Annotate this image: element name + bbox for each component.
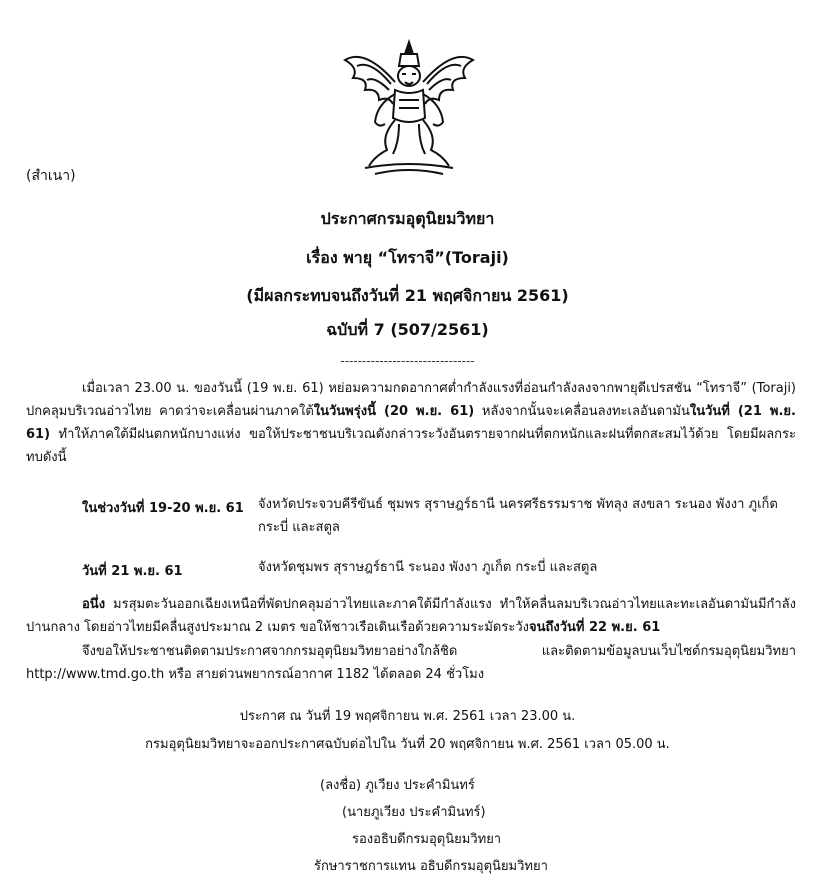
announcement-date: ประกาศ ณ วันที่ 19 พฤศจิกายน พ.ศ. 2561 เวลา 23.00 น. bbox=[239, 709, 576, 724]
signature-signed: (ลงชื่อ) ภูเวียง ประคำมินทร์ bbox=[320, 778, 475, 793]
region-2-label: วันที่ 21 พ.ย. 61 bbox=[82, 564, 183, 579]
paragraph-situation bbox=[26, 377, 796, 469]
region-2-text: จังหวัดชุมพร สุราษฎร์ธานี ระนอง พังงา ภูเก็ต กระบี่ และสตูล bbox=[258, 560, 598, 575]
situation-text-c: หลังจากนั้นจะเคลื่อนลงทะเลอันดามัน bbox=[474, 404, 690, 419]
garuda-emblem-icon bbox=[335, 38, 483, 178]
effect-period: (มีผลกระทบจนถึงวันที่ 21 พฤศจิกายน 2561) bbox=[246, 286, 569, 305]
situation-text-d: ทำให้ภาคใต้มีฝนตกหนักบางแห่ง ขอให้ประชาชนบริเวณดังกล่าวระวังอันตรายจากฝนที่ตกหนักและฝนที่ตกสะสมไว้ด้วย โดยมีผลกระทบดังนี้ bbox=[26, 427, 796, 465]
copy-mark: (สำเนา) bbox=[26, 168, 76, 184]
issue-number: ฉบับที่ 7 (507/2561) bbox=[326, 320, 489, 339]
next-issue-notice: กรมอุตุนิยมวิทยาจะออกประกาศฉบับต่อไปใน วันที่ 20 พฤศจิกายน พ.ศ. 2561 เวลา 05.00 น. bbox=[145, 737, 670, 752]
situation-text-a: เมื่อเวลา 23.00 น. ของวันนี้ (19 พ.ย. 61) หย่อมความกดอากาศต่ำกำลังแรงที่อ่อนกำลังลงจากพายุดีเปรสชัน “โทราจี” (Toraji) ปกคลุมบริเวณอ่าวไทย คาดว่าจะเคลื่อนผ่านภาคใต้ bbox=[26, 381, 796, 419]
signature-position: รองอธิบดีกรมอุตุนิยมวิทยา bbox=[352, 832, 502, 847]
document-subject: เรื่อง พายุ “โทราจี”(Toraji) bbox=[306, 248, 509, 267]
region-1-text: จังหวัดประจวบคีรีขันธ์ ชุมพร สุราษฎร์ธานี นครศรีธรรมราช พัทลุง สงขลา ระนอง พังงา ภูเก็ต กระบี่ และสตูล bbox=[258, 497, 778, 535]
signature-acting: รักษาราชการแทน อธิบดีกรมอุตุนิยมวิทยา bbox=[314, 859, 548, 874]
monsoon-text: มรสุมตะวันออกเฉียงเหนือที่พัดปกคลุมอ่าวไทยและภาคใต้มีกำลังแรง ทำให้คลื่นลมบริเวณอ่าวไทยและทะเลอันดามันมีกำลังปานกลาง โดยอ่าวไทยมีคลื่นสูงประมาณ 2 เมตร ขอให้ชาวเรือเดินเรือด้วยความระมัดระวัง bbox=[26, 597, 796, 635]
region-1-label: ในช่วงวันที่ 19-20 พ.ย. 61 bbox=[82, 501, 244, 516]
paragraph-monsoon bbox=[26, 593, 796, 639]
advice-text: จึงขอให้ประชาชนติดตามประกาศจากกรมอุตุนิยมวิทยาอย่างใกล้ชิด และติดตามข้อมูลบนเว็บไซต์กรมอุตุนิยมวิทยา http://www.tmd.go.th หรือ สายด่วนพยากรณ์อากาศ 1182 ได้ตลอด 24 ชั่วโมง bbox=[26, 644, 796, 682]
situation-bold-2: ในวันที่ (21 พ.ย. 61) bbox=[26, 404, 796, 442]
monsoon-bold-until: จนถึงวันที่ 22 พ.ย. 61 bbox=[528, 620, 661, 635]
paragraph-advice bbox=[26, 640, 796, 686]
monsoon-bold-lead: อนึ่ง bbox=[82, 597, 106, 612]
signature-name: (นายภูเวียง ประคำมินทร์) bbox=[342, 805, 486, 820]
document-title: ประกาศกรมอุตุนิยมวิทยา bbox=[320, 209, 495, 228]
divider: ------------------------------- bbox=[340, 354, 475, 368]
situation-bold-1: ในวันพรุ่งนี้ (20 พ.ย. 61) bbox=[313, 404, 475, 419]
